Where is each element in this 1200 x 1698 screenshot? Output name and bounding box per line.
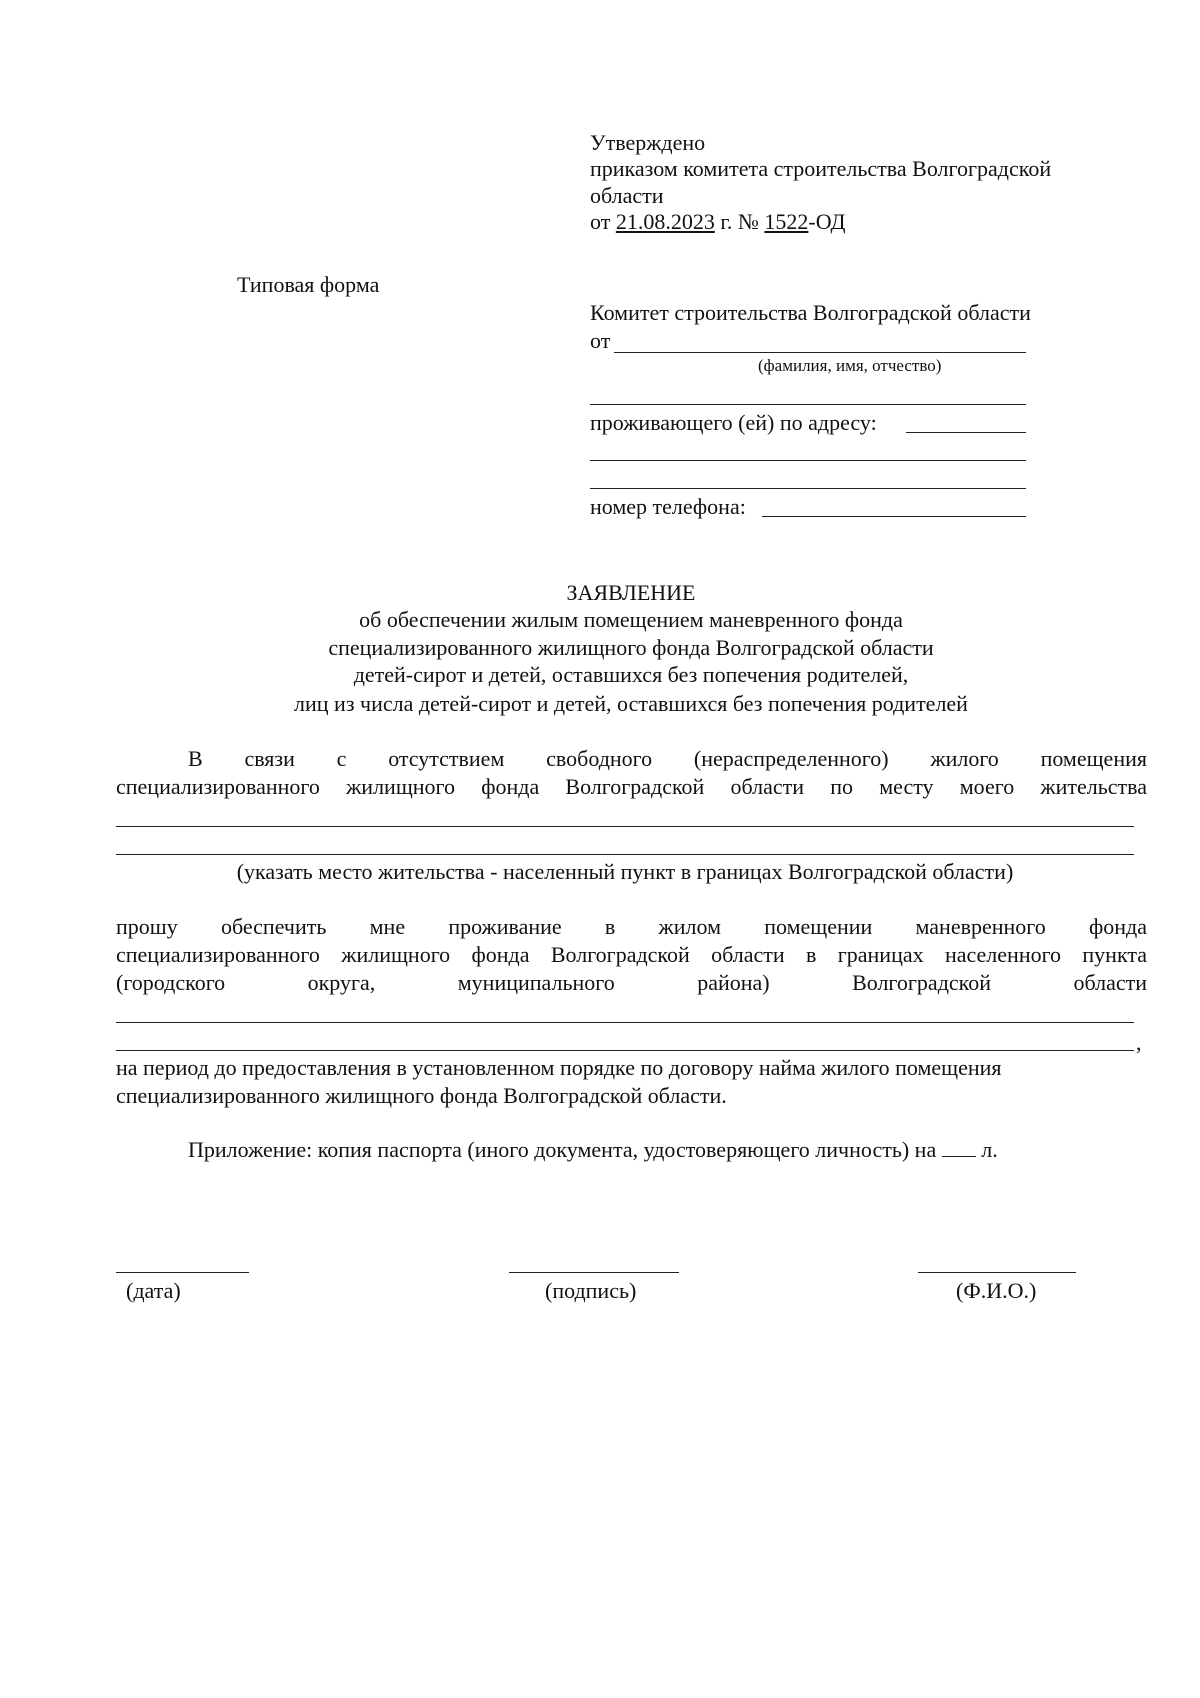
approval-year-suffix: г. № — [720, 209, 759, 235]
para2-line1: прошу обеспечить мне проживание в жилом помещении маневренного фонда — [116, 914, 1147, 939]
attachment-line — [188, 1137, 998, 1163]
locality-line-1[interactable] — [116, 1022, 1134, 1023]
address-line-2[interactable] — [590, 460, 1026, 461]
approval-region: области — [590, 182, 664, 208]
signature-line[interactable] — [509, 1272, 679, 1273]
fio-hint: (фамилия, имя, отчество) — [758, 356, 942, 375]
addressee-from-label: от — [590, 328, 611, 353]
locality-comma: , — [1136, 1030, 1142, 1055]
fio-signature-line[interactable] — [918, 1272, 1076, 1273]
date-label: (дата) — [126, 1278, 181, 1303]
address-line-3[interactable] — [590, 488, 1026, 489]
attachment-suffix: л. — [981, 1137, 998, 1162]
document-subtitle-4: лиц из числа детей-сирот и детей, оставшихся без попечения родителей — [294, 691, 968, 716]
date-line[interactable] — [116, 1272, 249, 1273]
signature-label: (подпись) — [545, 1278, 637, 1303]
phone-line[interactable] — [762, 516, 1026, 517]
approval-number-suffix: -ОД — [808, 209, 846, 235]
para2-line3: (городского округа, муниципального района) Волгоградской области — [116, 970, 1147, 995]
fio-signature-label: (Ф.И.О.) — [956, 1278, 1037, 1303]
para3-line2: специализированного жилищного фонда Волгоградской области. — [116, 1083, 727, 1108]
para1-line2: специализированного жилищного фонда Волгоградской области по месту моего жительства — [116, 774, 1147, 799]
addressee-org: Комитет строительства Волгоградской области — [590, 300, 1031, 325]
approval-block — [590, 130, 1051, 236]
phone-label: номер телефона: — [590, 494, 746, 519]
address-line-1[interactable] — [906, 432, 1026, 433]
para3-line1: на период до предоставления в установленном порядке по договору найма жилого помещения — [116, 1055, 1002, 1080]
form-type: Типовая форма — [237, 272, 380, 297]
para1-line1: В связи с отсутствием свободного (нераспределенного) жилого помещения — [188, 746, 1147, 771]
fio-line-2[interactable] — [590, 404, 1026, 405]
document-subtitle-3: детей-сирот и детей, оставшихся без попечения родителей, — [353, 662, 909, 687]
approval-order: приказом комитета строительства Волгоградской — [590, 156, 1052, 182]
approval-title: Утверждено — [590, 130, 706, 155]
approval-number: 1522 — [764, 209, 809, 235]
para2-line2: специализированного жилищного фонда Волгоградской области в границах населенного пункта — [116, 942, 1147, 967]
fio-line[interactable] — [614, 352, 1026, 353]
address-label: проживающего (ей) по адресу: — [590, 410, 877, 435]
locality-line-2[interactable] — [116, 1050, 1134, 1051]
attachment-pages-field[interactable] — [942, 1138, 976, 1157]
approval-date-prefix: от — [590, 209, 611, 235]
document-subtitle-1: об обеспечении жилым помещением маневренного фонда — [359, 607, 903, 632]
attachment-text: Приложение: копия паспорта (иного документа, удостоверяющего личность) на — [188, 1137, 937, 1162]
residence-hint: (указать место жительства - населенный пункт в границах Волгоградской области) — [236, 859, 1014, 884]
approval-date: 21.08.2023 — [615, 209, 715, 235]
document-subtitle-2: специализированного жилищного фонда Волгоградской области — [328, 635, 934, 660]
residence-line-1[interactable] — [116, 826, 1134, 827]
document-heading: ЗАЯВЛЕНИЕ — [566, 580, 696, 605]
approval-date-line — [590, 209, 1051, 235]
residence-line-2[interactable] — [116, 854, 1134, 855]
